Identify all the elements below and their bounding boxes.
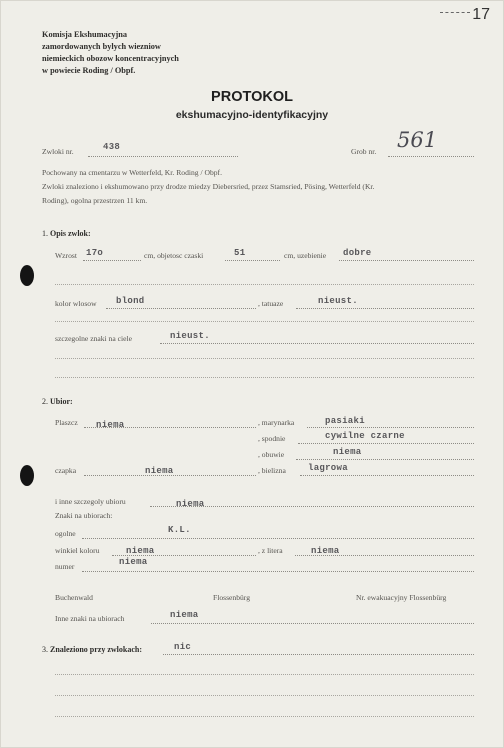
ogolne-line	[82, 538, 474, 539]
spodnie-line	[298, 443, 474, 444]
organization-line: w powiecie Roding / Obpf.	[42, 66, 136, 75]
blank-line	[55, 321, 474, 322]
blank-line	[55, 284, 474, 285]
inne-znaki-value: niema	[170, 610, 199, 620]
znaki-ciele-value: nieust.	[170, 331, 210, 341]
blank-line	[55, 674, 474, 675]
zwloki-value: 438	[103, 142, 121, 152]
page-number-dash	[440, 12, 470, 13]
spodnie-label: , spodnie	[258, 434, 286, 443]
organization-block	[42, 29, 179, 77]
page-number: 17	[472, 6, 490, 23]
uzebienie-line	[339, 260, 474, 261]
plaszcz-label: Plaszcz	[55, 418, 78, 427]
bielizna-line	[300, 475, 474, 476]
flossenburg-label: Flossenbürg	[213, 593, 250, 602]
cm-uzebienie-label: cm, uzebienie	[284, 251, 327, 260]
blank-line	[55, 716, 474, 717]
burial-text-line: Roding), ogolna przestrzen 11 km.	[42, 196, 148, 205]
grob-value: 561	[397, 128, 438, 152]
burial-text-line: Pochowany na cmentarzu w Wetterfeld, Kr. Roding / Obpf.	[42, 168, 222, 177]
grob-label: Grob nr.	[351, 147, 377, 156]
bielizna-label: , bielizna	[258, 466, 286, 475]
ogolne-value: K.L.	[168, 525, 191, 535]
czaszka-line	[225, 260, 280, 261]
organization-line: zamordowanych bylych wiezniow	[42, 42, 161, 51]
section1-heading	[42, 229, 91, 238]
zwloki-line	[88, 156, 238, 157]
numer-value: niema	[119, 557, 148, 567]
ogolne-label: ogolne	[55, 529, 76, 538]
section3-heading	[42, 645, 142, 654]
znaki-ubiorach-label: Znaki na ubiorach:	[55, 511, 113, 520]
obuwie-value: niema	[333, 447, 362, 457]
zwloki-label: Zwloki nr.	[42, 147, 74, 156]
znaki-ciele-label: szczegolne znaki na ciele	[55, 334, 132, 343]
section2-title: Ubior:	[50, 397, 73, 406]
z-litera-value: niema	[311, 546, 340, 556]
punch-hole	[20, 465, 34, 486]
numer-line	[82, 571, 474, 572]
numer-label: numer	[55, 562, 75, 571]
czapka-label: czapka	[55, 466, 77, 475]
uzebienie-value: dobre	[343, 248, 372, 258]
inne-szczegoly-label: i inne szczegoly ubioru	[55, 497, 126, 506]
buchenwald-label: Buchenwald	[55, 593, 93, 602]
plaszcz-value: niema	[96, 420, 125, 430]
marynarka-line	[307, 427, 474, 428]
inne-szczegoly-value: niema	[176, 499, 205, 509]
inne-znaki-line	[151, 623, 474, 624]
organization-line: niemieckich obozow koncentracyjnych	[42, 54, 179, 63]
czaszka-value: 51	[234, 248, 246, 258]
inne-znaki-label: Inne znaki na ubiorach	[55, 614, 125, 623]
wzrost-line	[83, 260, 141, 261]
wzrost-label: Wzrost	[55, 251, 77, 260]
section2-heading	[42, 397, 73, 406]
winkiel-label: winkiel koloru	[55, 546, 100, 555]
kolor-label: kolor wlosow	[55, 299, 97, 308]
organization-line: Komisja Ekshumacyjna	[42, 30, 128, 39]
burial-text-line: Zwloki znaleziono i ekshumowano przy drodze miedzy Diebersried, przez Stamsried, Pösing, Wetterfeld (Kr.	[42, 182, 375, 191]
cm-czaszka-label: cm, objetosc czaski	[144, 251, 204, 260]
kolor-value: blond	[116, 296, 145, 306]
section1-title: Opis zwlok:	[50, 229, 91, 238]
obuwie-label: , obuwie	[258, 450, 285, 459]
section2-number: 2.	[42, 397, 48, 406]
section3-title: Znaleziono przy zwlokach:	[50, 645, 142, 654]
section3-value: nic	[174, 642, 192, 652]
punch-hole	[20, 265, 34, 286]
blank-line	[55, 358, 474, 359]
winkiel-value: niema	[126, 546, 155, 556]
tatuaze-label: , tatuaze	[258, 299, 284, 308]
wzrost-value: 17o	[86, 248, 104, 258]
ewakuacyjny-label: Nr. ewakuacyjny Flossenbürg	[356, 593, 447, 602]
grob-line	[388, 156, 474, 157]
section3-number: 3.	[42, 645, 48, 654]
spodnie-value: cywilne czarne	[325, 431, 405, 441]
tatuaze-value: nieust.	[318, 296, 358, 306]
znaki-ciele-line	[160, 343, 474, 344]
document-title: PROTOKOL	[211, 89, 293, 105]
obuwie-line	[296, 459, 474, 460]
czapka-value: niema	[145, 466, 174, 476]
tatuaze-line	[296, 308, 474, 309]
z-litera-label: , z litera	[258, 546, 283, 555]
marynarka-value: pasiaki	[325, 416, 365, 426]
blank-line	[55, 377, 474, 378]
document-subtitle: ekshumacyjno-identyfikacyjny	[175, 109, 329, 121]
bielizna-value: lagrowa	[308, 463, 348, 473]
marynarka-label: , marynarka	[258, 418, 295, 427]
blank-line	[55, 695, 474, 696]
section3-line	[163, 654, 474, 655]
section1-number: 1.	[42, 229, 48, 238]
kolor-line	[106, 308, 256, 309]
